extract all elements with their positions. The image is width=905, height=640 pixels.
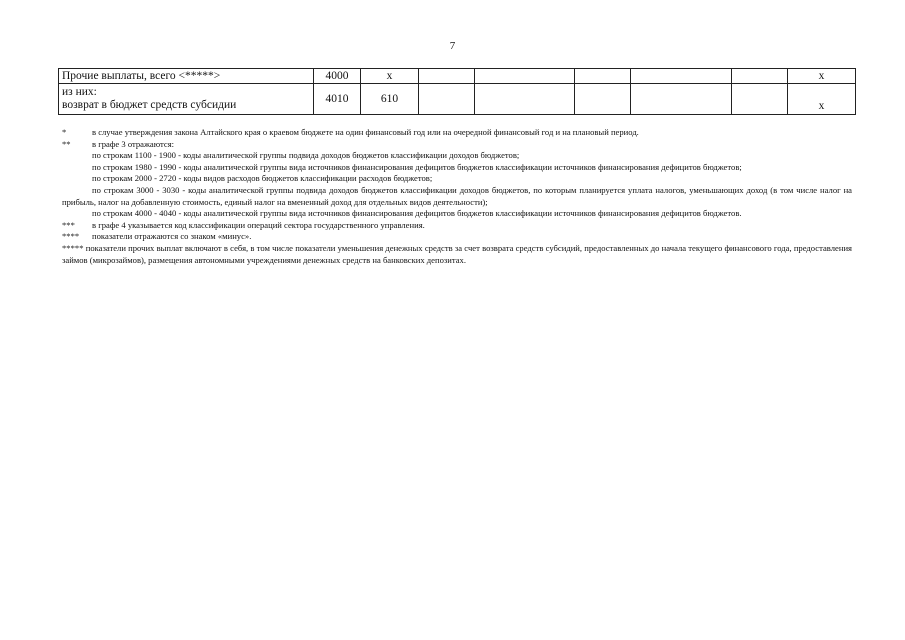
- row-col6: [575, 84, 631, 115]
- row-col6: [575, 69, 631, 84]
- footnote-text: в графе 4 указывается код классификации операций сектора государственного управления.: [92, 219, 425, 230]
- row-col7: [631, 84, 732, 115]
- footnote-2-item: по строкам 2000 - 2720 - коды видов расходов бюджетов классификации расходов бюджетов;: [92, 173, 433, 184]
- row-name-cell: [59, 69, 314, 84]
- footnote-text: показатели отражаются со знаком «минус».: [92, 231, 252, 242]
- report-table: [58, 68, 856, 115]
- footnote-mark: ****: [62, 231, 80, 242]
- row-col5: [475, 69, 575, 84]
- table-row: [59, 69, 856, 84]
- footnote-5: [62, 243, 852, 266]
- row-col9: х: [788, 69, 856, 84]
- row-name-cell: [59, 84, 314, 115]
- footnote-text: показатели прочих выплат включают в себя, в том числе показатели уменьшения денежных средств за счет возврата средств субсидий, предоставленных до начала текущего финансового года, предоставления займов (микрозаймов), размещения автономными учреждениями денежных средств на банковских депозитах.: [62, 242, 852, 265]
- footnote-2: [62, 139, 852, 151]
- row-col3: 610: [361, 84, 419, 115]
- row-col7: [631, 69, 732, 84]
- footnote-mark: **: [62, 138, 71, 149]
- footnote-text: в случае утверждения закона Алтайского края о краевом бюджете на один финансовый год или на очередной финансовый год и на плановый период.: [92, 127, 639, 137]
- footnote-2-item: по строкам 4000 - 4040 - коды аналитической группы вида источников финансирования дефицитов бюджетов классификации источников финансирования дефицитов бюджетов.: [92, 208, 742, 219]
- row-col5: [475, 84, 575, 115]
- row-name: Прочие выплаты, всего <*****>: [62, 69, 221, 82]
- page-number: 7: [449, 40, 456, 52]
- footnote-1: [62, 127, 852, 139]
- row-col9: х: [788, 84, 856, 115]
- footnote-mark: *: [62, 127, 67, 137]
- row-name-line: возврат в бюджет средств субсидии: [62, 99, 237, 111]
- row-col4: [419, 69, 475, 84]
- table-row: [59, 84, 856, 115]
- row-col4: [419, 84, 475, 115]
- row-name-line: из них:: [62, 86, 97, 98]
- row-col8: [732, 69, 788, 84]
- footnote-4: [62, 231, 852, 243]
- footnotes: [62, 127, 852, 266]
- row-code: 4010: [314, 84, 361, 115]
- footnote-2-item: по строкам 1100 - 1900 - коды аналитической группы подвида доходов бюджетов классификации доходов бюджетов;: [92, 150, 520, 161]
- footnote-2-item: по строкам 1980 - 1990 - коды аналитической группы вида источников финансирования дефицитов бюджетов классификации источников финансирования дефицитов бюджетов;: [92, 161, 742, 172]
- footnote-mark: ***: [62, 219, 75, 230]
- row-col3: х: [361, 69, 419, 84]
- footnote-text: в графе 3 отражаются:: [92, 138, 175, 149]
- row-code: 4000: [314, 69, 361, 84]
- footnote-2-item: по строкам 3000 - 3030 - коды аналитической группы подвида доходов бюджетов классификации доходов бюджетов, по которым планируется уплата налогов, уменьшающих доход (в том числе налог на прибыль, налог на добавленную стоимость, единый налог на вмененный доход для отдельных видов деятельности);: [62, 184, 852, 207]
- row-col8: [732, 84, 788, 115]
- footnote-mark: *****: [62, 242, 84, 253]
- footnote-3: [62, 220, 852, 232]
